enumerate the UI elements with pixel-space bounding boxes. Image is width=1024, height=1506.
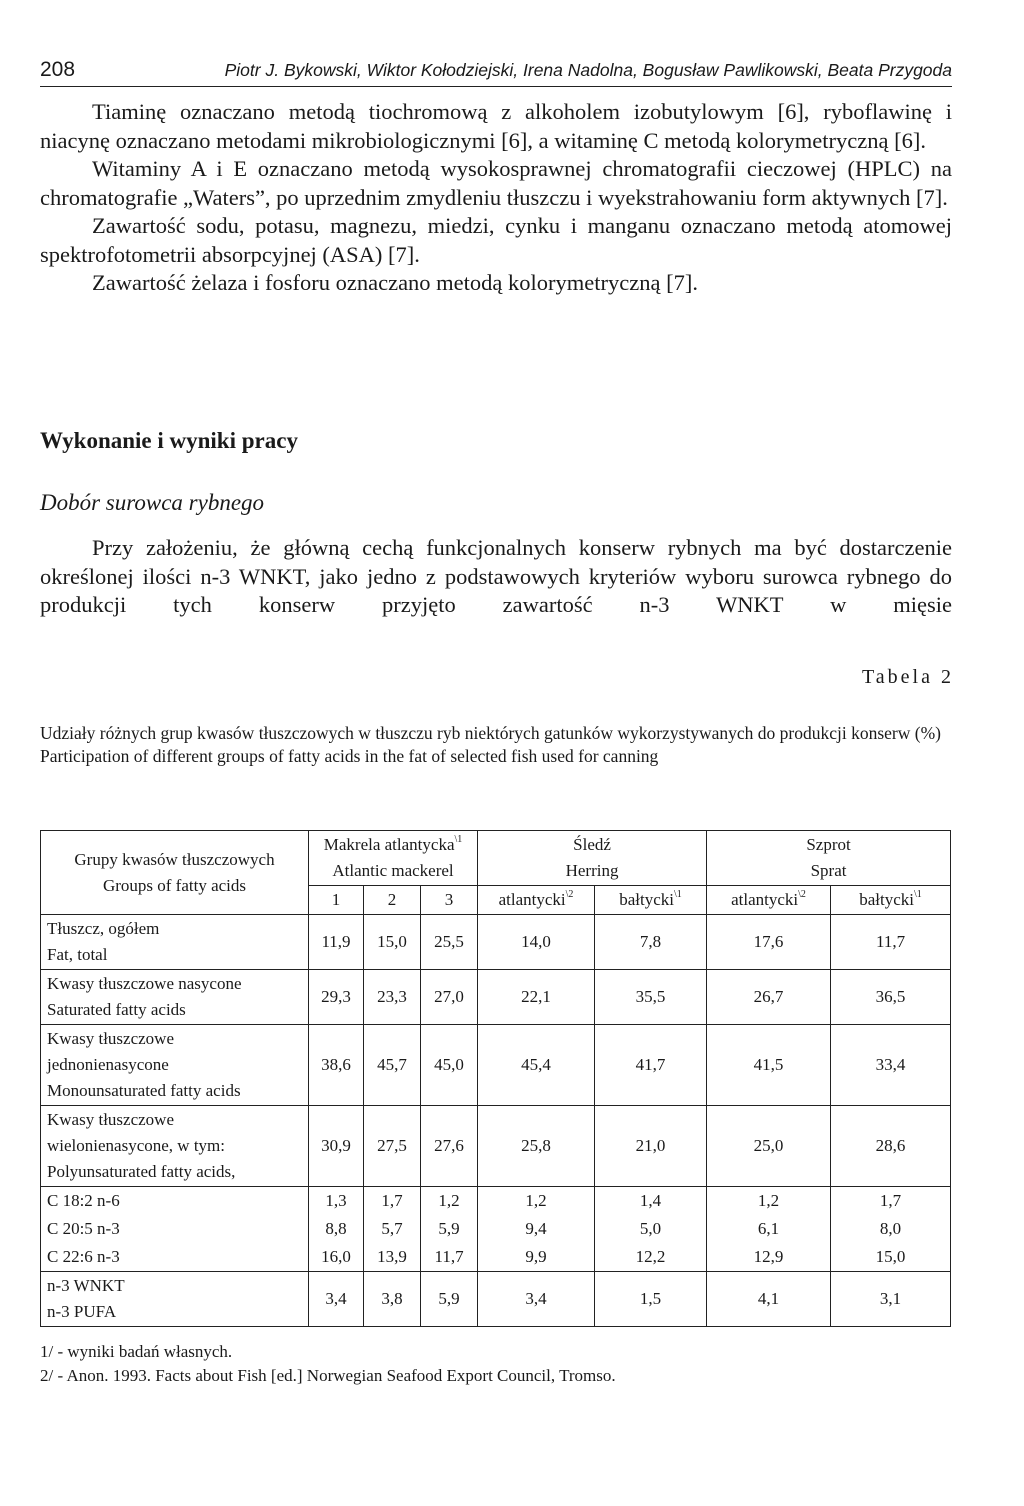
table-cell: 28,6 [831,1106,951,1187]
table-cell: 6,1 [707,1215,831,1243]
header-corner-pl: Grupy kwasów tłuszczowych [74,849,275,869]
table-cell: 27,0 [421,970,478,1025]
table-cell: 25,0 [707,1106,831,1187]
table-cell: 3,1 [831,1272,951,1327]
table-cell: 11,9 [309,915,364,970]
table-cell: 4,1 [707,1272,831,1327]
table-cell: 27,5 [364,1106,421,1187]
table-cell: 9,4 [478,1215,595,1243]
header-group-en: Herring [565,861,619,880]
table-cell: 11,7 [831,915,951,970]
table-row [41,1243,951,1272]
row-label-line: Fat, total [47,945,108,964]
table-row [41,970,951,1025]
table-cell: 3,4 [309,1272,364,1327]
header-group-pl: Makrela atlantycka [323,835,455,854]
running-header-authors: Piotr J. Bykowski, Wiktor Kołodziejski, Irena Nadolna, Bogusław Pawlikowski, Beata Przygoda [224,60,952,80]
table-footnotes [40,1340,616,1388]
table-cell: 29,3 [309,970,364,1025]
table-row [41,1187,951,1216]
table-row [41,1272,951,1327]
table-cell: 1,7 [364,1187,421,1216]
table-row [41,915,951,970]
row-label [41,970,309,1025]
row-label-line: Saturated fatty acids [47,1000,186,1019]
footnote-1: 1/ - wyniki badań własnych. [40,1342,233,1361]
table-cell: 45,0 [421,1025,478,1106]
page-number: 208 [40,58,76,81]
table-cell: 7,8 [595,915,707,970]
table-cell: 1,2 [478,1187,595,1216]
table-cell: 16,0 [309,1243,364,1272]
header-group-mackerel [309,831,478,886]
subheader-cell: atlantycki$^{\backslash 2}$ [478,886,595,915]
table-cell: 1,2 [707,1187,831,1216]
table-cell: 11,7 [421,1243,478,1272]
table-caption-pl: Udziały różnych grup kwasów tłuszczowych w tłuszczu ryb niektórych gatunków wykorzystywanych do produkcji konserw (%) [40,723,942,743]
paragraph-raw-material: Przy założeniu, że główną cechą funkcjonalnych konserw rybnych ma być dostarczenie określonej ilości n-3 WNKT, jako jedno z podstawowych kryteriów wyboru surowca rybnego do produkcji tych konserw przyjęto zawartość n-3 WNKT w mięsie [40,535,952,617]
row-label-line: Polyunsaturated fatty acids, [47,1162,236,1181]
table-cell: 26,7 [707,970,831,1025]
table-label: Tabela 2 [861,666,954,688]
row-label [41,1272,309,1327]
table-cell: 35,5 [595,970,707,1025]
section-title: Wykonanie i wyniki pracy [40,428,298,453]
table-cell: 36,5 [831,970,951,1025]
header-group-sprat [707,831,951,886]
table-cell: 17,6 [707,915,831,970]
table-cell: 23,3 [364,970,421,1025]
subheader-cell: 2 [364,886,421,915]
row-label-line: Tłuszcz, ogółem [47,919,160,938]
row-label [41,1243,309,1272]
table-cell: 5,7 [364,1215,421,1243]
table-cell: 22,1 [478,970,595,1025]
row-label-line: Kwasy tłuszczowe [47,1029,174,1048]
table-caption [40,722,952,768]
table-cell: 5,9 [421,1215,478,1243]
subheader-cell: bałtycki$^{\backslash 1}$ [595,886,707,915]
row-label-line: C 20:5 n-3 [47,1219,120,1238]
header-group-herring [478,831,707,886]
row-label-line: C 22:6 n-3 [47,1247,120,1266]
table-cell: 15,0 [831,1243,951,1272]
row-label [41,915,309,970]
table-cell: 25,8 [478,1106,595,1187]
row-label-line: jednonienasycone [47,1055,169,1074]
row-label-line: Monounsaturated fatty acids [47,1081,241,1100]
header-corner [41,831,309,915]
table-cell: 41,7 [595,1025,707,1106]
table-cell: 1,5 [595,1272,707,1327]
table-cell: 12,2 [595,1243,707,1272]
row-label [41,1187,309,1216]
row-label-line: wielonienasycone, w tym: [47,1136,225,1155]
table-cell: 5,0 [595,1215,707,1243]
subheader-cell: 1 [309,886,364,915]
row-label-line: C 18:2 n-6 [47,1191,120,1210]
table-cell: 45,4 [478,1025,595,1106]
paragraph-vitamins-ae: Witaminy A i E oznaczano metodą wysokosprawnej chromatografii cieczowej (HPLC) na chromatografie „Waters”, po uprzednim zmydleniu tłuszczu i wyekstrahowaniu form aktywnych [7]. [40,156,952,210]
table-cell: 21,0 [595,1106,707,1187]
methods-text [40,98,952,298]
running-header [40,58,952,87]
subheader-cell: 3 [421,886,478,915]
table-cell: 1,3 [309,1187,364,1216]
row-label-line: Kwasy tłuszczowe nasycone [47,974,242,993]
subheader-cell: bałtycki$^{\backslash 1}$ [831,886,951,915]
table-cell: 1,4 [595,1187,707,1216]
table-row [41,1106,951,1187]
section-text [40,534,952,620]
subheader-cell: atlantycki$^{\backslash 2}$ [707,886,831,915]
table-cell: 1,7 [831,1187,951,1216]
row-label-line: n-3 PUFA [47,1302,117,1321]
header-group-pl: Szprot [806,835,851,854]
row-label [41,1025,309,1106]
subsection-title: Dobór surowca rybnego [40,490,265,515]
row-label-line: Kwasy tłuszczowe [47,1110,174,1129]
footnote-2: 2/ - Anon. 1993. Facts about Fish [ed.] Norwegian Seafood Export Council, Tromso. [40,1366,616,1385]
table-cell: 38,6 [309,1025,364,1106]
table-cell: 41,5 [707,1025,831,1106]
table-cell: 25,5 [421,915,478,970]
paragraph-iron-phosphorus: Zawartość żelaza i fosforu oznaczano metodą kolorymetryczną [7]. [92,270,698,295]
paragraph-minerals: Zawartość sodu, potasu, magnezu, miedzi, cynku i manganu oznaczano metodą atomowej spektrofotometrii absorpcyjnej (ASA) [7]. [40,213,952,267]
row-label [41,1215,309,1243]
table-cell: 13,9 [364,1243,421,1272]
fatty-acids-table [40,830,951,1327]
table-row [41,1215,951,1243]
table-cell: 5,9 [421,1272,478,1327]
table-cell: 8,0 [831,1215,951,1243]
header-group-pl: Śledź [573,835,611,854]
header-group-en: Atlantic mackerel [332,861,454,880]
paragraph-thiamine: Tiaminę oznaczano metodą tiochromową z alkoholem izobutylowym [6], ryboflawinę i niacynę oznaczano metodami mikrobiologicznymi [6], a witaminę C metodą kolorymetryczną [6]. [40,99,952,153]
table-cell: 12,9 [707,1243,831,1272]
table-row [41,1025,951,1106]
header-corner-en: Groups of fatty acids [102,875,247,895]
row-label [41,1106,309,1187]
table-cell: 3,4 [478,1272,595,1327]
table-cell: 27,6 [421,1106,478,1187]
header-group-en: Sprat [810,861,847,880]
table-cell: 8,8 [309,1215,364,1243]
table-cell: 9,9 [478,1243,595,1272]
table-cell: 1,2 [421,1187,478,1216]
row-label-line: n-3 WNKT [47,1276,125,1295]
table-cell: 33,4 [831,1025,951,1106]
table-cell: 30,9 [309,1106,364,1187]
footnote-ref: \1 [454,834,463,845]
table-cell: 3,8 [364,1272,421,1327]
table-caption-en: Participation of different groups of fatty acids in the fat of selected fish used for canning [40,746,659,766]
table-cell: 15,0 [364,915,421,970]
table-cell: 45,7 [364,1025,421,1106]
table-cell: 14,0 [478,915,595,970]
